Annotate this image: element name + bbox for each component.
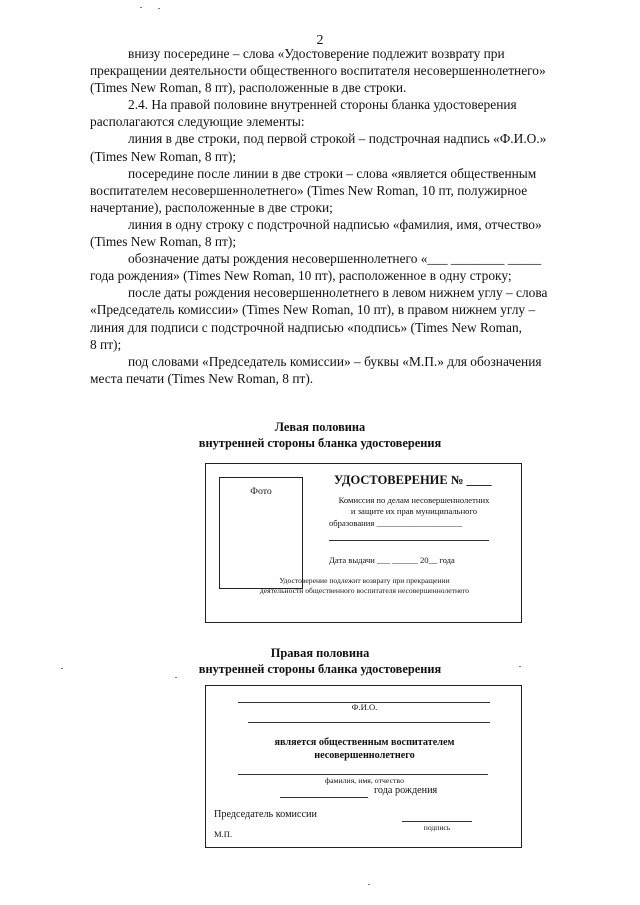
- chairman-label: Председатель комиссии: [214, 809, 317, 820]
- body-text-line: воспитателем несовершеннолетнего» (Times New Roman, 10 пт, полужирное: [90, 182, 528, 198]
- left-half-heading: [0, 419, 640, 451]
- commission-line-1: Комиссия по делам несовершеннолетних: [338, 495, 490, 505]
- return-note-line-1: Удостоверение подлежит возврату при прекращении: [279, 576, 450, 585]
- right-heading-line-1: Правая половина: [270, 646, 370, 660]
- commission-line-3: образования ____________________: [329, 518, 463, 528]
- body-text-line: после даты рождения несовершеннолетнего в левом нижнем углу – слова: [128, 285, 548, 301]
- body-text-line: линия для подписи с подстрочной надписью «подпись» (Times New Roman,: [90, 319, 522, 335]
- body-text-line: внизу посередине – слова «Удостоверение подлежит возврату при: [128, 46, 505, 61]
- left-heading-line-1: Левая половина: [274, 420, 366, 434]
- right-half-heading: [0, 645, 640, 677]
- scan-speck: [140, 7, 142, 8]
- body-text-line: 8 пт);: [90, 336, 122, 352]
- left-id-card: [205, 463, 522, 623]
- body-text-line: линия в две строки, под первой строкой – подстрочная надпись «Ф.И.О.»: [128, 131, 547, 147]
- body-text-line: 2.4. На правой половине внутренней стороны бланка удостоверения: [128, 97, 517, 113]
- scan-speck: [158, 8, 160, 9]
- status-line-1: является общественным воспитателем: [274, 737, 455, 748]
- page-number: 2: [316, 33, 324, 48]
- body-text-line: (Times New Roman, 8 пт), расположенные в две строки.: [90, 80, 407, 96]
- commission-underline: [329, 540, 489, 541]
- commission-line-2: и защите их прав муниципального: [350, 506, 478, 516]
- issue-date: Дата выдачи ___ ______ 20__ года: [329, 555, 455, 565]
- birth-date-line: [280, 797, 368, 798]
- fio-line-2: [248, 722, 490, 723]
- signature-label: подпись: [423, 823, 451, 832]
- body-text-line: под словами «Председатель комиссии» – буквы «М.П.» для обозначения: [128, 353, 542, 369]
- return-note-line-2: деятельности общественного воспитателя несовершеннолетнего: [259, 586, 470, 595]
- body-text-line: располагаются следующие элементы:: [90, 114, 305, 130]
- body-text-line: (Times New Roman, 8 пт);: [90, 234, 237, 250]
- photo-label: Фото: [250, 486, 272, 497]
- name-label: фамилия, имя, отчество: [325, 776, 404, 785]
- body-text-line: года рождения» (Times New Roman, 10 пт), расположенное в одну строку;: [90, 268, 512, 284]
- right-heading-line-2: внутренней стороны бланка удостоверения: [198, 662, 442, 676]
- scan-speck: [61, 668, 63, 669]
- stamp-label: М.П.: [214, 829, 233, 839]
- scan-speck: [519, 666, 521, 667]
- body-text-line: места печати (Times New Roman, 8 пт).: [90, 370, 314, 386]
- body-text-line: прекращении деятельности общественного воспитателя несовершеннолетнего»: [90, 63, 546, 79]
- birth-label: года рождения: [374, 785, 438, 796]
- right-id-card: [205, 685, 522, 848]
- body-text: [90, 45, 610, 387]
- left-heading-line-2: внутренней стороны бланка удостоверения: [198, 436, 442, 450]
- body-text-line: (Times New Roman, 8 пт);: [90, 148, 237, 164]
- certificate-title: УДОСТОВЕРЕНИЕ № ____: [334, 473, 492, 487]
- fio-label: Ф.И.О.: [351, 702, 378, 712]
- body-text-line: «Председатель комиссии» (Times New Roman, 10 пт), в правом нижнем углу –: [90, 302, 536, 318]
- body-text-line: начертание), расположенные в две строки;: [90, 199, 333, 215]
- scan-speck: [368, 884, 370, 885]
- body-text-line: обозначение даты рождения несовершеннолетнего «___ ________ _____: [128, 251, 542, 267]
- status-line-2: несовершеннолетнего: [314, 750, 415, 761]
- body-text-line: линия в одну строку с подстрочной надписью «фамилия, имя, отчество»: [128, 216, 542, 232]
- photo-frame: [219, 477, 303, 589]
- scan-speck: [175, 677, 177, 678]
- body-text-line: посередине после линии в две строки – слова «является общественным: [128, 165, 537, 181]
